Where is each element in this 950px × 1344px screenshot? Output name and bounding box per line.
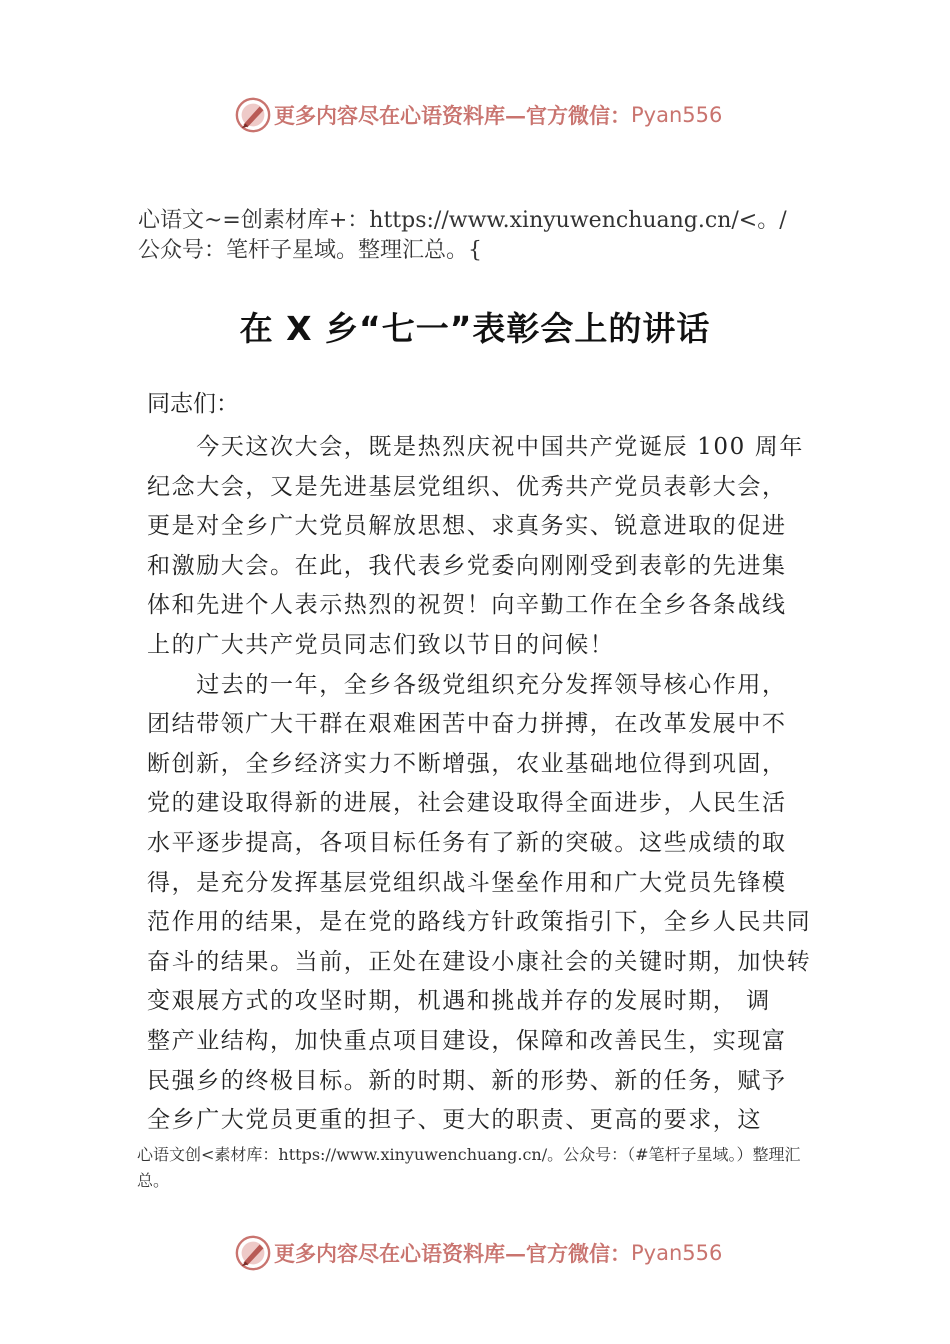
body-line: 奋斗的结果。当前，正处在建设小康社会的关键时期，加快转 bbox=[147, 948, 812, 975]
body-line: 过去的一年，全乡各级党组织充分发挥领导核心作用， bbox=[147, 671, 787, 698]
body-line: 水平逐步提高，各项目标任务有了新的突破。这些成绩的取 bbox=[147, 829, 787, 856]
pen-logo-icon bbox=[234, 96, 272, 134]
header-note bbox=[138, 206, 828, 266]
body-line: 范作用的结果，是在党的路线方针政策指引下，全乡人民共同 bbox=[147, 909, 812, 936]
body-line: 党的建设取得新的进展，社会建设取得全面进步，人民生活 bbox=[147, 790, 787, 817]
salutation: 同志们： bbox=[147, 391, 239, 417]
pen-logo-icon bbox=[234, 1234, 272, 1272]
header-note-line-2: 公众号：笔杆子星域。整理汇总。{ bbox=[138, 238, 482, 263]
banner-text: 更多内容尽在心语资料库—官方微信： bbox=[274, 1241, 631, 1266]
body-line: 全乡广大党员更重的担子、更大的职责、更高的要求，这 bbox=[147, 1107, 762, 1134]
body-text bbox=[147, 428, 827, 1141]
body-line: 整产业结构，加快重点项目建设，保障和改善民生，实现富 bbox=[147, 1027, 787, 1054]
wechat-id: Pyan556 bbox=[631, 103, 723, 127]
body-line: 团结带领广大干群在艰难困苦中奋力拼搏，在改革发展中不 bbox=[147, 711, 787, 738]
body-line: 和激励大会。在此，我代表乡党委向刚刚受到表彰的先进集 bbox=[147, 552, 787, 579]
body-line: 今天这次大会，既是热烈庆祝中国共产党诞辰 100 周年 bbox=[147, 434, 804, 460]
footer-note: 心语文创<素材库：https://www.xinyuwenchuang.cn/。公众号：（#笔杆子星域。）整理汇总。 bbox=[137, 1145, 801, 1190]
body-line: 体和先进个人表示热烈的祝贺！向辛勤工作在全乡各条战线 bbox=[147, 592, 787, 619]
body-line: 纪念大会，又是先进基层党组织、优秀共产党员表彰大会， bbox=[147, 473, 787, 500]
wechat-id: Pyan556 bbox=[631, 1241, 723, 1265]
page-title: 在 X 乡“七一”表彰会上的讲话 bbox=[239, 309, 711, 348]
header-note-line-1: 心语文~=创素材库+：https://www.xinyuwenchuang.cn/<。/ bbox=[138, 208, 787, 233]
body-line: 断创新，全乡经济实力不断增强，农业基础地位得到巩固， bbox=[147, 750, 787, 777]
body-line: 更是对全乡广大党员解放思想、求真务实、锐意进取的促进 bbox=[147, 513, 787, 540]
banner-text: 更多内容尽在心语资料库—官方微信： bbox=[274, 103, 631, 128]
top-banner bbox=[234, 95, 734, 135]
body-line: 民强乡的终极目标。新的时期、新的形势、新的任务，赋予 bbox=[147, 1067, 787, 1094]
body-line: 得，是充分发挥基层党组织战斗堡垒作用和广大党员先锋模 bbox=[147, 869, 787, 896]
bottom-banner bbox=[234, 1233, 734, 1273]
body-line: 上的广大共产党员同志们致以节日的问候！ bbox=[147, 631, 615, 658]
body-line: 变艰展方式的攻坚时期，机遇和挑战并存的发展时期， 调 bbox=[147, 988, 771, 1015]
